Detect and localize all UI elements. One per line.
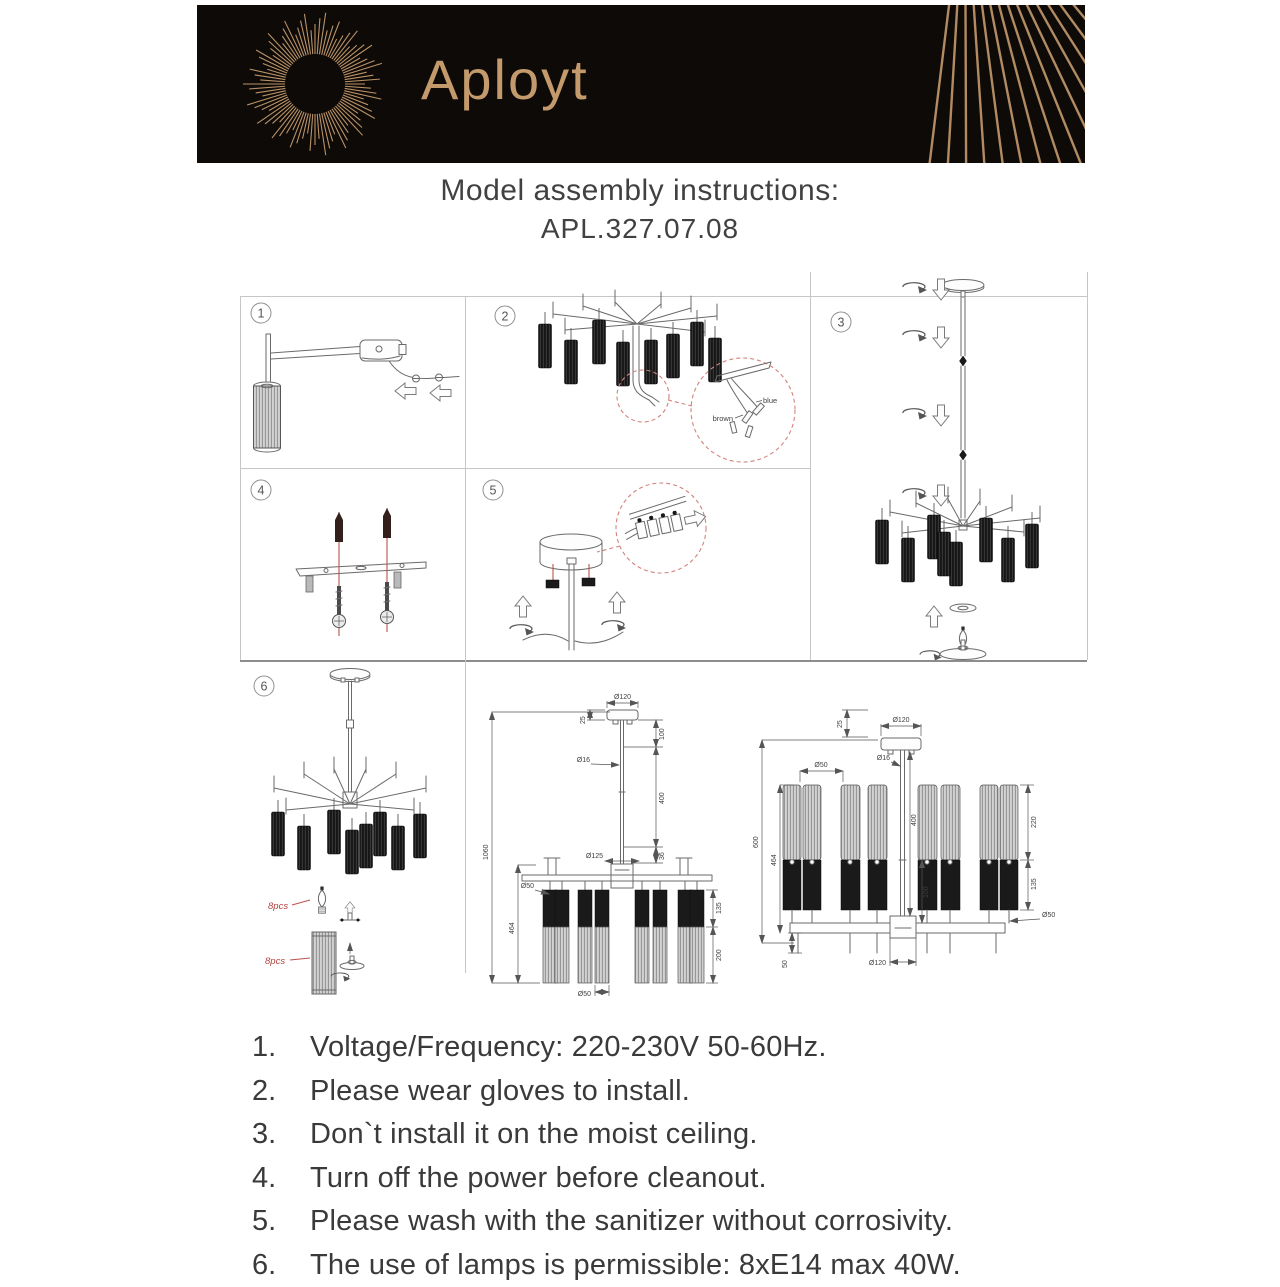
step-5-diagram	[465, 468, 810, 660]
wall-anchor-icon	[383, 508, 391, 538]
instruction-item	[252, 1244, 1082, 1287]
chandelier-frame-drawing	[539, 290, 722, 406]
svg-text:Ø16: Ø16	[877, 755, 890, 762]
inverted-elevation	[783, 738, 1018, 953]
step-1-diagram	[240, 296, 465, 468]
svg-text:464: 464	[509, 922, 516, 934]
svg-text:464: 464	[771, 854, 778, 866]
instruction-number: 3.	[252, 1113, 310, 1157]
rotate-arrow-icon	[920, 651, 942, 661]
svg-text:Ø120: Ø120	[892, 717, 909, 724]
instruction-number: 5.	[252, 1200, 310, 1244]
nut-icon	[546, 580, 559, 588]
svg-text:Ø125: Ø125	[586, 853, 603, 860]
svg-text:135: 135	[1031, 878, 1038, 890]
instruction-item	[252, 1157, 1082, 1201]
svg-text:Ø50: Ø50	[521, 883, 534, 890]
bulb-qty-label: 8pcs	[268, 901, 288, 912]
arm-assembly-drawing	[254, 334, 460, 452]
screw-icon	[381, 582, 394, 624]
wall-anchor-icon	[335, 512, 343, 542]
instruction-text: Turn off the power before cleanout.	[310, 1157, 1082, 1201]
down-arrow-icon	[933, 405, 949, 426]
svg-text:3: 3	[838, 316, 845, 330]
push-left-arrow-icon	[430, 385, 451, 401]
rod-assembly-drawing	[876, 279, 1041, 586]
model-number: APL.327.07.08	[0, 213, 1280, 245]
bulb-part-row	[268, 887, 360, 922]
canopy-mounting-drawing	[510, 534, 626, 650]
instruction-text: The use of lamps is permissible: 8xE14 max 40W.	[310, 1244, 1082, 1287]
instruction-item	[252, 1026, 1082, 1070]
svg-text:1: 1	[258, 307, 265, 321]
title-block	[0, 174, 1280, 245]
step-3-diagram	[810, 272, 1088, 662]
bulb-icon	[318, 887, 325, 914]
instruction-number: 4.	[252, 1157, 310, 1201]
up-arrow-icon	[515, 596, 531, 617]
step-6-diagram	[240, 662, 465, 1005]
svg-text:135: 135	[716, 902, 723, 914]
instruction-text: Don`t install it on the moist ceiling.	[310, 1113, 1082, 1157]
up-arrow-icon	[926, 606, 942, 627]
wire-label-blue: blue	[763, 396, 777, 405]
svg-text:4: 4	[258, 484, 265, 498]
svg-text:50: 50	[782, 960, 789, 968]
svg-text:200: 200	[716, 949, 723, 961]
svg-text:400: 400	[911, 814, 918, 826]
bracket-drawing	[296, 508, 426, 636]
page-title: Model assembly instructions:	[0, 174, 1280, 208]
push-left-arrow-icon	[395, 383, 416, 399]
svg-text:600: 600	[753, 836, 760, 848]
screw-icon	[333, 586, 346, 628]
svg-text:100: 100	[923, 886, 930, 898]
down-arrow-icon	[933, 485, 949, 506]
step-4-diagram	[240, 468, 465, 660]
decorative-rays-icon	[655, 5, 1085, 163]
instruction-text: Voltage/Frequency: 220-230V 50-60Hz.	[310, 1026, 1082, 1070]
nut-icon	[582, 578, 595, 586]
instruction-item	[252, 1070, 1082, 1114]
instruction-list	[252, 1026, 1082, 1287]
rotate-arrow-icon	[903, 489, 927, 500]
terminal-block-callout	[597, 483, 707, 573]
slide-arrow-icon	[683, 509, 707, 529]
svg-text:Ø50: Ø50	[1042, 912, 1055, 919]
instruction-item	[252, 1113, 1082, 1157]
shade-qty-label: 8pcs	[265, 956, 285, 967]
svg-text:Ø120: Ø120	[614, 694, 631, 701]
instruction-item	[252, 1200, 1082, 1244]
instruction-number: 1.	[252, 1026, 310, 1070]
svg-text:2: 2	[502, 310, 509, 324]
instruction-number: 6.	[252, 1244, 310, 1287]
svg-text:6: 6	[261, 680, 268, 694]
svg-text:Ø16: Ø16	[577, 757, 590, 764]
wire-label-brown: brown	[713, 414, 733, 423]
rotate-arrow-icon	[510, 625, 534, 636]
shade-columns	[543, 890, 704, 983]
dimension-drawing-inverted	[750, 690, 1070, 990]
instruction-text: Please wash with the sanitizer without corrosivity.	[310, 1200, 1082, 1244]
dimension-drawing-front	[460, 672, 760, 1012]
full-chandelier-drawing	[272, 669, 427, 875]
rotate-arrow-icon	[602, 621, 626, 632]
shade-part-row	[265, 932, 364, 994]
svg-text:25: 25	[580, 716, 587, 724]
svg-text:36: 36	[659, 852, 666, 860]
svg-text:220: 220	[1031, 816, 1038, 828]
svg-text:100: 100	[659, 728, 666, 740]
svg-text:400: 400	[659, 792, 666, 804]
instruction-text: Please wear gloves to install.	[310, 1070, 1082, 1114]
front-elevation	[522, 710, 712, 983]
step-2-diagram	[465, 296, 810, 468]
svg-text:25: 25	[837, 720, 844, 728]
wire-detail-callout	[617, 358, 795, 462]
svg-text:Ø120: Ø120	[869, 960, 886, 967]
brand-banner	[197, 5, 1085, 163]
brand-logo-text: Aployt	[421, 47, 589, 112]
starburst-logo-icon	[197, 5, 433, 163]
svg-text:Ø50: Ø50	[814, 762, 827, 769]
rotate-arrow-icon	[903, 409, 927, 420]
rotate-arrow-icon	[903, 283, 927, 294]
bottom-parts-drawing	[920, 604, 986, 661]
svg-text:1060: 1060	[483, 844, 490, 860]
svg-text:5: 5	[490, 484, 497, 498]
svg-text:Ø50: Ø50	[578, 991, 591, 998]
rotate-arrow-icon	[903, 331, 927, 342]
down-arrow-icon	[933, 327, 949, 348]
up-arrow-icon	[609, 592, 625, 613]
instruction-number: 2.	[252, 1070, 310, 1114]
